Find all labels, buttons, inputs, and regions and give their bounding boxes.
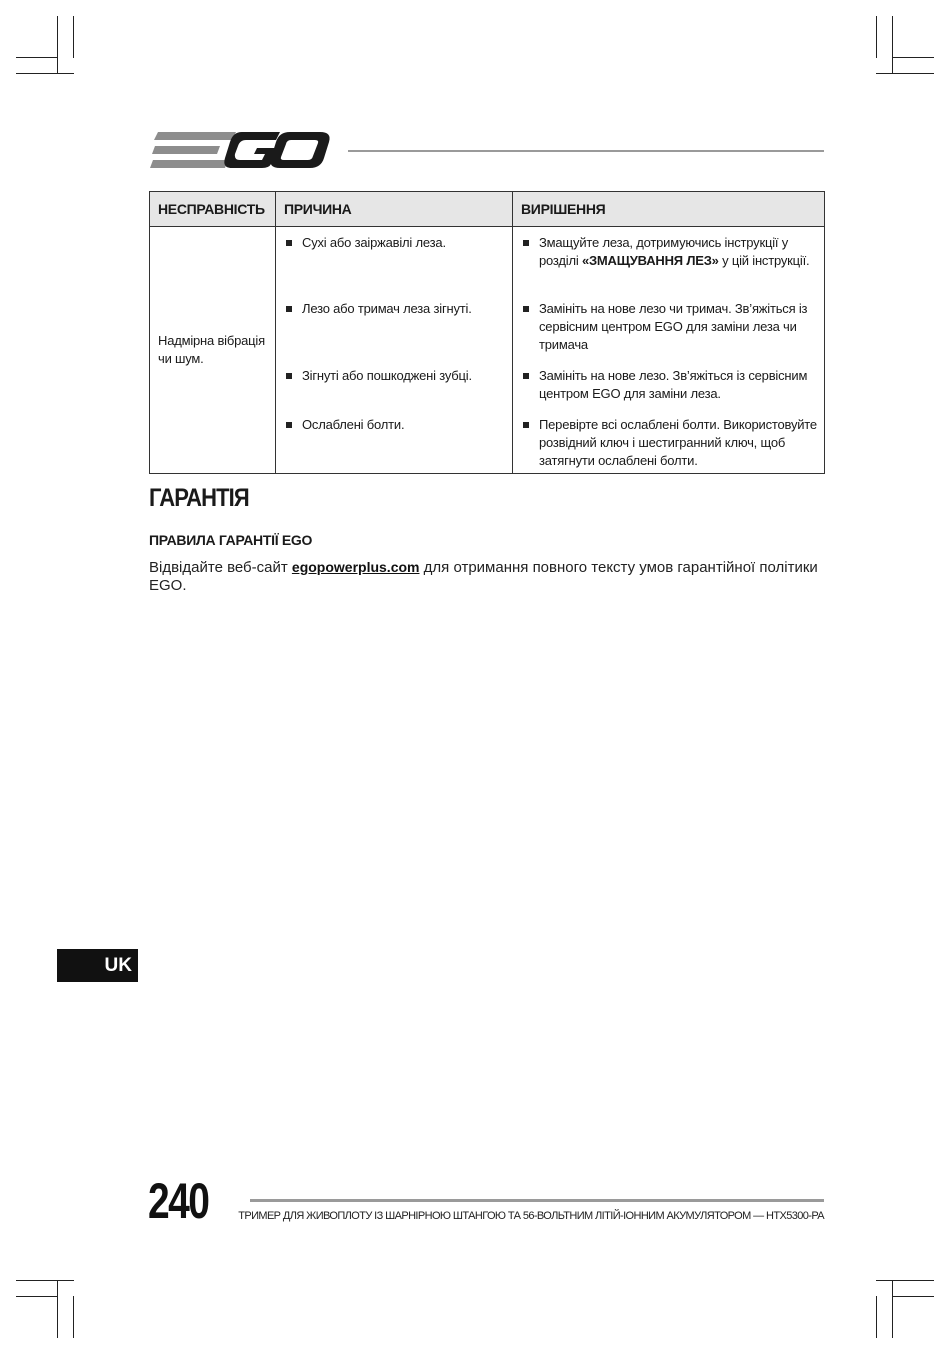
crop-mark (57, 1280, 58, 1338)
list-item (523, 416, 818, 470)
cause-text: Ослаблені болти. (302, 417, 405, 432)
crop-mark (16, 1280, 74, 1281)
list-item (523, 367, 818, 403)
list-item (286, 367, 506, 385)
crop-mark (892, 1280, 893, 1338)
bullet-icon (523, 373, 529, 379)
header-rule (348, 150, 824, 152)
bullet-icon (523, 422, 529, 428)
crop-mark (16, 57, 58, 58)
solution-text: у цій інструкції. (718, 253, 810, 268)
solution-cell (513, 227, 825, 474)
bullet-icon (523, 306, 529, 312)
list-item (286, 300, 506, 318)
crop-mark (73, 1296, 74, 1338)
crop-mark (892, 57, 934, 58)
warranty-subheading: ПРАВИЛА ГАРАНТІЇ EGO (149, 532, 313, 548)
crop-mark (876, 16, 877, 58)
warranty-text: для отримання повного тексту умов гарантійної політики EGO. (149, 559, 818, 594)
solution-text: Перевірте всі ослаблені болти. Використовуйте розвідний ключ і шестигранний ключ, щоб затягнути ослаблені болти. (539, 417, 817, 468)
crop-mark (876, 1280, 934, 1281)
ego-logo (150, 128, 332, 172)
language-tab: UK (57, 949, 138, 982)
footer-title: ТРИМЕР ДЛЯ ЖИВОПЛОТУ ІЗ ШАРНІРНОЮ ШТАНГОЮ ТА 56-ВОЛЬТНИМ ЛІТІЙ-ІОННИМ АКУМУЛЯТОРОМ — HTX5300-PA (238, 1210, 824, 1222)
warranty-heading: ГАРАНТІЯ (149, 484, 249, 512)
warranty-text: Відвідайте веб-сайт (149, 559, 292, 576)
crop-mark (16, 1296, 58, 1297)
crop-mark (16, 73, 74, 74)
bullet-icon (286, 373, 292, 379)
header-cause: ПРИЧИНА (276, 192, 513, 227)
table-row (150, 227, 825, 474)
problem-cell (150, 227, 276, 474)
crop-mark (876, 1296, 877, 1338)
solution-text: Замініть на нове лезо. Зв’яжіться із сервісним центром EGO для заміни леза. (539, 368, 808, 401)
cause-text: Лезо або тримач леза зігнуті. (302, 301, 472, 316)
cause-cell (276, 227, 513, 474)
header-solution: ВИРІШЕННЯ (513, 192, 825, 227)
page-number: 240 (148, 1173, 209, 1229)
problem-text: Надмірна вібрація чи шум. (158, 333, 265, 366)
crop-mark (876, 73, 934, 74)
section-reference: «ЗМАЩУВАННЯ ЛЕЗ» (581, 253, 719, 268)
header-problem: НЕСПРАВНІСТЬ (150, 192, 276, 227)
list-item (286, 234, 506, 252)
list-item (523, 234, 818, 270)
crop-mark (57, 16, 58, 74)
bullet-icon (286, 240, 292, 246)
crop-mark (73, 16, 74, 58)
list-item (523, 300, 818, 354)
table-header-row (150, 192, 825, 227)
list-item (286, 416, 506, 434)
solution-text: Замініть на нове лезо чи тримач. Зв’яжіться із сервісним центром EGO для заміни леза чи тримача (539, 301, 808, 352)
footer-rule (250, 1199, 824, 1202)
bullet-icon (286, 422, 292, 428)
warranty-link[interactable]: egopowerplus.com (291, 559, 420, 575)
bullet-icon (523, 240, 529, 246)
solution-text: Змащуйте леза, дотримуючись інструкції у розділі (539, 235, 789, 268)
troubleshooting-table (149, 191, 825, 474)
crop-mark (892, 1296, 934, 1297)
cause-text: Сухі або заіржавілі леза. (302, 235, 446, 250)
bullet-icon (286, 306, 292, 312)
cause-text: Зігнуті або пошкоджені зубці. (302, 368, 472, 383)
warranty-paragraph (149, 558, 829, 595)
crop-mark (892, 16, 893, 74)
